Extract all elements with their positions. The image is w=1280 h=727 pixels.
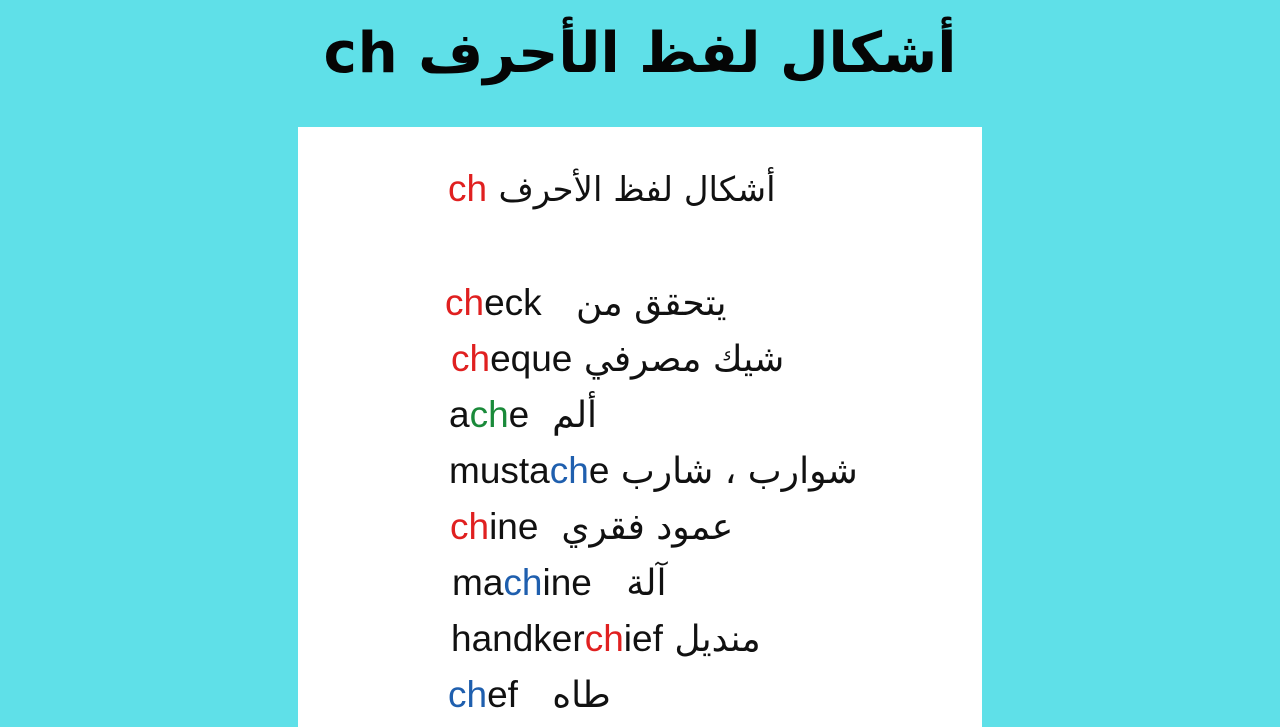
- word-ch: ch: [451, 338, 491, 379]
- word-row: [449, 449, 858, 494]
- word-row: [445, 281, 727, 326]
- word-row: [449, 393, 597, 438]
- word-ch: ch: [503, 562, 543, 603]
- word-ch: ch: [584, 618, 624, 659]
- word-post: ief: [623, 618, 663, 659]
- word-post: ine: [489, 506, 539, 547]
- word-post: e: [588, 450, 610, 491]
- page-title: أشكال لفظ الأحرف ch: [323, 21, 957, 86]
- word-post: e: [508, 394, 530, 435]
- card-heading: [448, 167, 776, 212]
- word-row: [452, 561, 667, 606]
- word-translation: طاه: [552, 675, 611, 716]
- word-post: ef: [487, 674, 518, 715]
- word-ch: ch: [448, 674, 488, 715]
- word-pre: a: [449, 394, 470, 435]
- word-translation: يتحقق من: [576, 283, 727, 324]
- word-ch: ch: [549, 450, 589, 491]
- word-ch: ch: [445, 282, 485, 323]
- word-translation: شوارب ، شارب: [620, 451, 858, 492]
- word-post: eque: [490, 338, 573, 379]
- word-post: ine: [542, 562, 592, 603]
- word-pre: musta: [449, 450, 550, 491]
- word-row: [451, 337, 784, 382]
- word-translation: عمود فقري: [561, 507, 734, 548]
- word-post: eck: [484, 282, 542, 323]
- word-translation: آلة: [626, 563, 667, 604]
- word-row: [450, 505, 733, 550]
- word-row: [448, 673, 611, 718]
- content-card: [298, 127, 982, 727]
- word-translation: منديل: [674, 619, 761, 660]
- word-ch: ch: [450, 506, 490, 547]
- heading-arabic: أشكال لفظ الأحرف: [498, 170, 776, 210]
- word-row: [451, 617, 761, 662]
- heading-letters: ch: [448, 168, 488, 209]
- word-translation: ألم: [552, 395, 598, 436]
- word-pre: handker: [451, 618, 585, 659]
- word-ch: ch: [469, 394, 509, 435]
- word-translation: شيك مصرفي: [583, 339, 785, 380]
- word-pre: ma: [452, 562, 504, 603]
